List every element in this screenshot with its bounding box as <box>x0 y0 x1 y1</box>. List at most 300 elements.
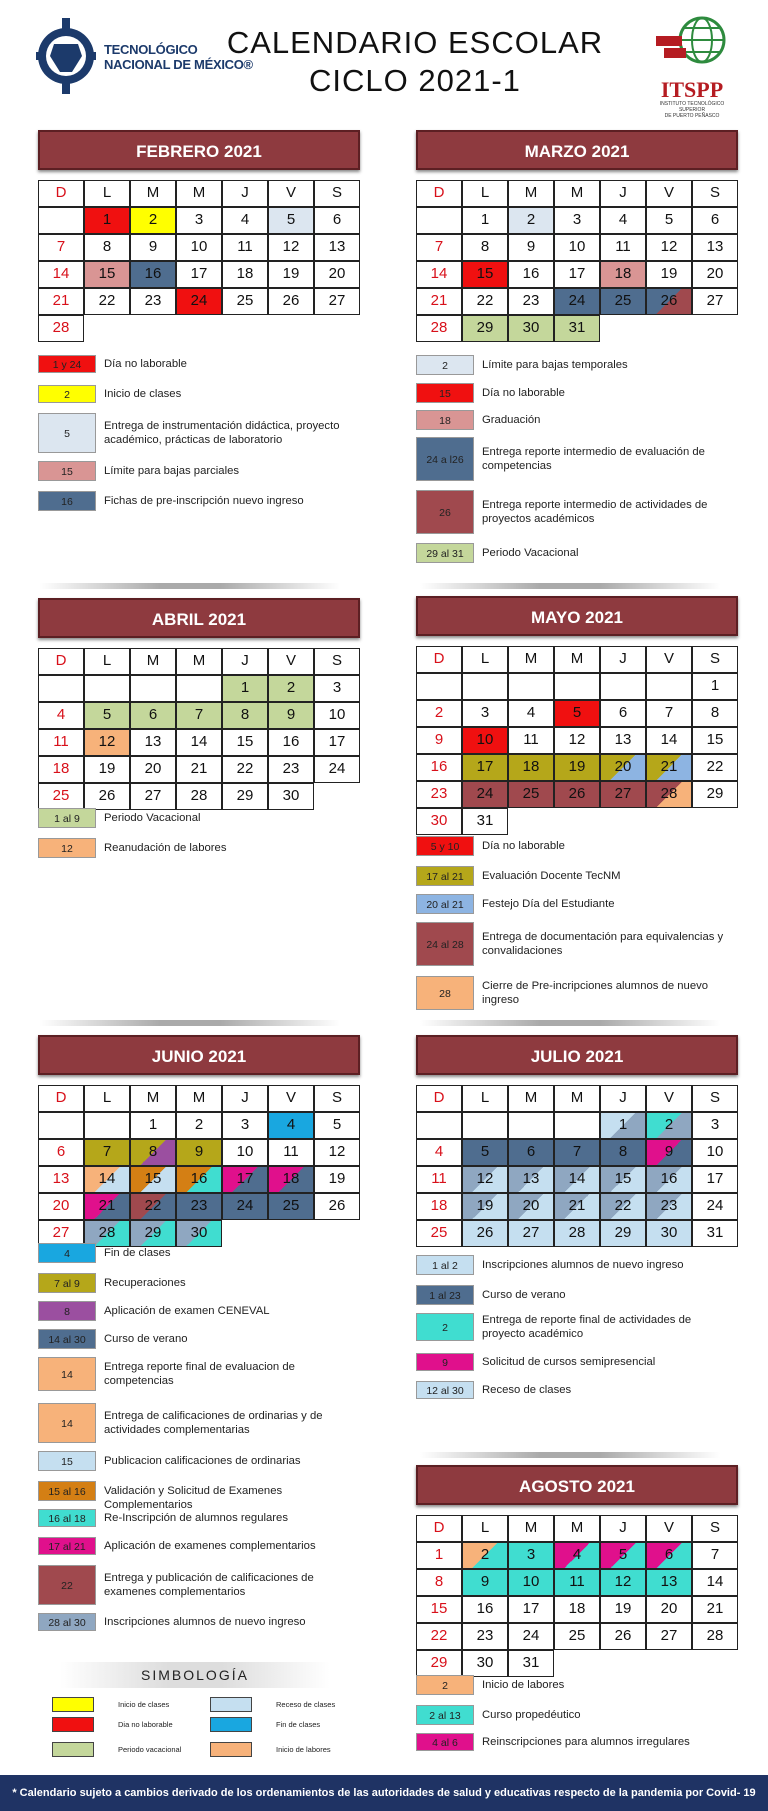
day-number: 16 <box>190 1170 208 1187</box>
day-cell <box>176 1139 222 1166</box>
weekday-header: L <box>462 1085 508 1112</box>
day-cell <box>600 727 646 754</box>
day-cell <box>600 1166 646 1193</box>
day-cell <box>646 1569 692 1596</box>
day-number: 3 <box>480 704 490 721</box>
day-number: 19 <box>660 265 678 282</box>
day-number: 10 <box>706 1143 724 1160</box>
day-number: 14 <box>706 1573 724 1590</box>
day-number: 12 <box>476 1170 494 1187</box>
day-number: 9 <box>434 731 444 748</box>
day-cell <box>692 1220 738 1247</box>
day-number: 21 <box>430 292 448 309</box>
simbologia-label: Fin de clases <box>276 1720 321 1729</box>
day-cell <box>176 702 222 729</box>
day-number: 11 <box>53 733 69 750</box>
weekday-header: V <box>268 1085 314 1112</box>
day-number: 27 <box>706 292 724 309</box>
day-number: 6 <box>332 211 342 228</box>
day-number: 8 <box>480 238 490 255</box>
day-cell <box>268 207 314 234</box>
day-number: 18 <box>568 1600 586 1617</box>
day-number: 15 <box>706 731 724 748</box>
empty-cell <box>38 675 84 702</box>
empty-cell <box>38 1112 84 1139</box>
day-number: 1 <box>618 1116 628 1133</box>
day-cell <box>554 1166 600 1193</box>
day-number: 26 <box>568 785 586 802</box>
day-number: 12 <box>282 238 300 255</box>
day-number: 28 <box>660 785 678 802</box>
day-cell <box>222 702 268 729</box>
weekday-header: M <box>130 648 176 675</box>
day-number: 18 <box>522 758 540 775</box>
day-number: 4 <box>618 211 628 228</box>
day-number: 26 <box>328 1197 346 1214</box>
day-number: 2 <box>194 1116 204 1133</box>
day-cell <box>314 207 360 234</box>
day-cell <box>646 1139 692 1166</box>
empty-cell <box>646 673 692 700</box>
month-title: JULIO 2021 <box>416 1035 738 1075</box>
day-cell <box>462 1220 508 1247</box>
weekday-header: D <box>416 646 462 673</box>
day-cell <box>222 261 268 288</box>
day-cell <box>176 234 222 261</box>
day-cell <box>554 288 600 315</box>
legend-swatch: 15 al 16 <box>38 1481 96 1501</box>
legend-text: Festejo Día del Estudiante <box>482 898 615 910</box>
day-number: 6 <box>56 1143 66 1160</box>
day-cell <box>84 1166 130 1193</box>
weekday-header: S <box>314 1085 360 1112</box>
weekday-header: M <box>176 180 222 207</box>
simbologia-label: Inicio de labores <box>276 1745 331 1754</box>
day-number: 30 <box>282 787 300 804</box>
day-cell <box>508 781 554 808</box>
day-cell <box>130 783 176 810</box>
day-number: 5 <box>102 706 112 723</box>
day-number: 9 <box>480 1573 490 1590</box>
day-cell <box>508 754 554 781</box>
legend-swatch: 8 <box>38 1301 96 1321</box>
legend-text: Inicio de labores <box>482 1679 565 1691</box>
day-cell <box>692 1623 738 1650</box>
day-number: 28 <box>568 1224 586 1241</box>
day-cell <box>692 261 738 288</box>
day-cell <box>462 1542 508 1569</box>
legend-swatch: 5 y 10 <box>416 836 474 856</box>
day-cell <box>176 261 222 288</box>
weekday-header: J <box>222 648 268 675</box>
legend-swatch: 20 al 21 <box>416 894 474 914</box>
separator <box>420 1452 720 1458</box>
day-cell <box>692 1542 738 1569</box>
legend-swatch: 12 <box>38 838 96 858</box>
day-cell <box>646 207 692 234</box>
separator <box>420 1020 720 1026</box>
day-cell <box>646 1623 692 1650</box>
day-number: 5 <box>664 211 674 228</box>
day-number: 29 <box>430 1654 448 1671</box>
day-number: 22 <box>430 1627 448 1644</box>
day-number: 14 <box>52 265 70 282</box>
simbologia-swatch <box>210 1717 252 1732</box>
day-cell <box>554 1569 600 1596</box>
day-cell <box>508 1623 554 1650</box>
day-number: 27 <box>52 1224 70 1241</box>
day-cell <box>646 1596 692 1623</box>
day-cell <box>314 1112 360 1139</box>
day-cell <box>416 261 462 288</box>
legend-text: Entrega y publicación de calificaciones de examenes complementarios <box>104 1572 314 1598</box>
day-cell <box>646 1220 692 1247</box>
day-cell <box>554 1139 600 1166</box>
day-cell <box>692 781 738 808</box>
day-number: 20 <box>522 1197 540 1214</box>
day-number: 11 <box>523 731 539 748</box>
legend-text: Curso propedéutico <box>482 1709 581 1721</box>
day-number: 27 <box>522 1224 540 1241</box>
day-number: 5 <box>572 704 582 721</box>
day-number: 24 <box>706 1197 724 1214</box>
day-cell <box>314 288 360 315</box>
day-cell <box>508 1193 554 1220</box>
day-cell <box>416 700 462 727</box>
day-cell <box>38 261 84 288</box>
day-cell <box>462 1650 508 1677</box>
day-cell <box>462 1193 508 1220</box>
month-title: ABRIL 2021 <box>38 598 360 638</box>
day-number: 19 <box>282 265 300 282</box>
legend-text: Entrega de reporte final de actividades de proyecto académico <box>482 1314 692 1340</box>
day-cell <box>130 729 176 756</box>
day-number: 29 <box>236 787 254 804</box>
day-number: 5 <box>480 1143 490 1160</box>
legend-text: Fin de clases <box>104 1247 171 1259</box>
day-number: 3 <box>332 679 342 696</box>
weekday-header: V <box>646 180 692 207</box>
weekday-header: L <box>84 648 130 675</box>
empty-cell <box>416 673 462 700</box>
day-number: 24 <box>522 1627 540 1644</box>
day-cell <box>314 729 360 756</box>
day-cell <box>130 234 176 261</box>
day-cell <box>508 1542 554 1569</box>
day-cell <box>692 1139 738 1166</box>
day-number: 12 <box>568 731 586 748</box>
day-cell <box>600 1623 646 1650</box>
day-cell <box>314 702 360 729</box>
day-number: 19 <box>614 1600 632 1617</box>
day-number: 14 <box>568 1170 586 1187</box>
weekday-header: L <box>462 646 508 673</box>
weekday-header: D <box>416 180 462 207</box>
simbologia-label: Periodo vacacional <box>118 1745 182 1754</box>
day-cell <box>268 675 314 702</box>
day-cell <box>508 315 554 342</box>
day-cell <box>416 1220 462 1247</box>
day-number: 27 <box>660 1627 678 1644</box>
weekday-header: D <box>38 180 84 207</box>
day-cell <box>268 1193 314 1220</box>
day-cell <box>508 1569 554 1596</box>
legend-swatch: 14 al 30 <box>38 1329 96 1349</box>
day-number: 20 <box>614 758 632 775</box>
day-cell <box>314 261 360 288</box>
day-cell <box>600 234 646 261</box>
weekday-header: S <box>314 180 360 207</box>
day-number: 17 <box>476 758 494 775</box>
simbologia-swatch <box>52 1717 94 1732</box>
weekday-header: L <box>84 180 130 207</box>
day-cell <box>130 1193 176 1220</box>
day-cell <box>130 1166 176 1193</box>
day-cell <box>554 261 600 288</box>
day-number: 10 <box>190 238 208 255</box>
empty-cell <box>462 673 508 700</box>
day-cell <box>462 727 508 754</box>
day-cell <box>692 727 738 754</box>
legend-swatch: 5 <box>38 413 96 453</box>
itspp-sub2: DE PUERTO PEÑASCO <box>664 113 720 119</box>
day-number: 1 <box>240 679 250 696</box>
month-title: FEBRERO 2021 <box>38 130 360 170</box>
simbologia-label: Receso de clases <box>276 1700 336 1709</box>
day-cell <box>508 207 554 234</box>
weekday-header: D <box>38 648 84 675</box>
legend-swatch: 1 al 23 <box>416 1285 474 1305</box>
day-number: 13 <box>144 733 162 750</box>
day-number: 25 <box>282 1197 300 1214</box>
day-number: 28 <box>98 1224 116 1241</box>
day-number: 13 <box>660 1573 678 1590</box>
day-cell <box>416 1166 462 1193</box>
day-cell <box>38 315 84 342</box>
weekday-header: M <box>554 180 600 207</box>
day-cell <box>692 1596 738 1623</box>
day-cell <box>416 288 462 315</box>
weekday-header: J <box>222 180 268 207</box>
day-number: 13 <box>522 1170 540 1187</box>
day-number: 25 <box>236 292 254 309</box>
day-number: 7 <box>664 704 674 721</box>
day-number: 17 <box>328 733 346 750</box>
day-number: 4 <box>526 704 536 721</box>
day-cell <box>554 1623 600 1650</box>
legend-text: Día no laborable <box>104 358 187 370</box>
legend-text: Solicitud de cursos semipresencial <box>482 1356 656 1368</box>
day-number: 19 <box>568 758 586 775</box>
legend-text: Curso de verano <box>482 1289 566 1301</box>
day-number: 6 <box>710 211 720 228</box>
day-number: 23 <box>190 1197 208 1214</box>
day-number: 6 <box>526 1143 536 1160</box>
day-cell <box>176 729 222 756</box>
day-number: 3 <box>526 1546 536 1563</box>
empty-cell <box>508 673 554 700</box>
day-number: 3 <box>194 211 204 228</box>
day-cell <box>84 756 130 783</box>
day-cell <box>554 1542 600 1569</box>
day-number: 22 <box>98 292 116 309</box>
day-cell <box>462 1166 508 1193</box>
day-cell <box>692 1112 738 1139</box>
day-cell <box>416 727 462 754</box>
day-number: 1 <box>480 211 490 228</box>
day-cell <box>600 1569 646 1596</box>
header <box>0 0 768 120</box>
day-cell <box>176 288 222 315</box>
day-cell <box>462 700 508 727</box>
day-cell <box>84 261 130 288</box>
month-abr <box>38 598 360 804</box>
day-number: 17 <box>706 1170 724 1187</box>
day-cell <box>176 783 222 810</box>
day-cell <box>176 1166 222 1193</box>
day-cell <box>84 234 130 261</box>
day-cell <box>462 781 508 808</box>
weekday-header: D <box>416 1515 462 1542</box>
day-number: 26 <box>476 1224 494 1241</box>
day-cell <box>130 1220 176 1247</box>
day-cell <box>692 1569 738 1596</box>
day-number: 7 <box>710 1546 720 1563</box>
month-jul <box>416 1035 738 1241</box>
day-number: 9 <box>526 238 536 255</box>
legend-swatch: 28 <box>416 976 474 1010</box>
day-number: 2 <box>286 679 296 696</box>
day-number: 21 <box>190 760 208 777</box>
day-cell <box>692 673 738 700</box>
day-cell <box>646 1542 692 1569</box>
empty-cell <box>600 673 646 700</box>
day-number: 16 <box>282 733 300 750</box>
day-number: 2 <box>148 211 158 228</box>
day-number: 5 <box>286 211 296 228</box>
legend-text: Inicio de clases <box>104 388 182 400</box>
day-cell <box>38 288 84 315</box>
day-number: 13 <box>328 238 346 255</box>
legend-text: Periodo Vacacional <box>104 812 201 824</box>
day-number: 20 <box>328 265 346 282</box>
legend-swatch: 17 al 21 <box>416 866 474 886</box>
empty-cell <box>84 1112 130 1139</box>
tecnm-logo-icon <box>36 14 96 98</box>
legend-text: Recuperaciones <box>104 1277 186 1289</box>
day-cell <box>462 754 508 781</box>
weekday-header: S <box>692 646 738 673</box>
day-number: 9 <box>286 706 296 723</box>
day-cell <box>84 1139 130 1166</box>
day-cell <box>554 207 600 234</box>
weekday-header: V <box>646 646 692 673</box>
day-number: 11 <box>283 1143 299 1160</box>
day-number: 10 <box>328 706 346 723</box>
day-cell <box>600 754 646 781</box>
empty-cell <box>176 675 222 702</box>
day-cell <box>268 261 314 288</box>
empty-cell <box>554 673 600 700</box>
day-number: 1 <box>434 1546 444 1563</box>
day-cell <box>416 1650 462 1677</box>
day-cell <box>462 315 508 342</box>
day-number: 29 <box>476 319 494 336</box>
day-number: 21 <box>706 1600 724 1617</box>
day-number: 14 <box>430 265 448 282</box>
day-number: 28 <box>706 1627 724 1644</box>
legend-text: Periodo Vacacional <box>482 547 579 559</box>
day-number: 7 <box>56 238 66 255</box>
legend-swatch: 15 <box>38 461 96 481</box>
day-cell <box>416 1193 462 1220</box>
tecnm-line2: NACIONAL DE MÉXICO® <box>104 57 253 72</box>
day-cell <box>508 288 554 315</box>
month-title: AGOSTO 2021 <box>416 1465 738 1505</box>
day-number: 10 <box>476 731 494 748</box>
legend-text: Validación y Solicitud de Examenes Complementarios <box>104 1485 283 1511</box>
legend-swatch: 24 al 28 <box>416 922 474 966</box>
day-number: 24 <box>568 292 586 309</box>
day-cell <box>600 1596 646 1623</box>
day-number: 12 <box>98 733 116 750</box>
day-number: 3 <box>572 211 582 228</box>
day-cell <box>692 754 738 781</box>
day-number: 30 <box>430 812 448 829</box>
simbologia-swatch <box>210 1697 252 1712</box>
legend-text: Entrega reporte intermedio de actividades de proyectos académicos <box>482 499 708 525</box>
day-number: 27 <box>328 292 346 309</box>
day-number: 21 <box>52 292 70 309</box>
day-number: 24 <box>328 760 346 777</box>
day-number: 25 <box>614 292 632 309</box>
legend-text: Aplicación de examenes complementarios <box>104 1540 316 1552</box>
day-cell <box>84 729 130 756</box>
day-cell <box>508 1650 554 1677</box>
day-cell <box>462 1569 508 1596</box>
legend-swatch: 29 al 31 <box>416 543 474 563</box>
day-cell <box>38 1166 84 1193</box>
day-number: 30 <box>190 1224 208 1241</box>
day-number: 22 <box>236 760 254 777</box>
weekday-header: S <box>692 180 738 207</box>
day-number: 5 <box>618 1546 628 1563</box>
day-number: 15 <box>430 1600 448 1617</box>
legend-swatch: 2 <box>416 355 474 375</box>
day-cell <box>222 234 268 261</box>
legend-swatch: 18 <box>416 410 474 430</box>
weekday-header: M <box>130 1085 176 1112</box>
weekday-header: J <box>600 646 646 673</box>
day-number: 5 <box>332 1116 342 1133</box>
weekday-header: M <box>508 1085 554 1112</box>
legend-text: Re-Inscripción de alumnos regulares <box>104 1512 288 1524</box>
weekday-header: L <box>462 1515 508 1542</box>
day-cell <box>646 1166 692 1193</box>
month-mar <box>416 130 738 336</box>
day-number: 26 <box>614 1627 632 1644</box>
day-cell <box>84 702 130 729</box>
day-cell <box>416 781 462 808</box>
day-cell <box>176 1193 222 1220</box>
day-cell <box>268 756 314 783</box>
day-number: 1 <box>710 677 720 694</box>
legend-swatch: 1 al 2 <box>416 1255 474 1275</box>
day-cell <box>130 1112 176 1139</box>
day-number: 29 <box>144 1224 162 1241</box>
day-number: 23 <box>282 760 300 777</box>
day-cell <box>222 1139 268 1166</box>
